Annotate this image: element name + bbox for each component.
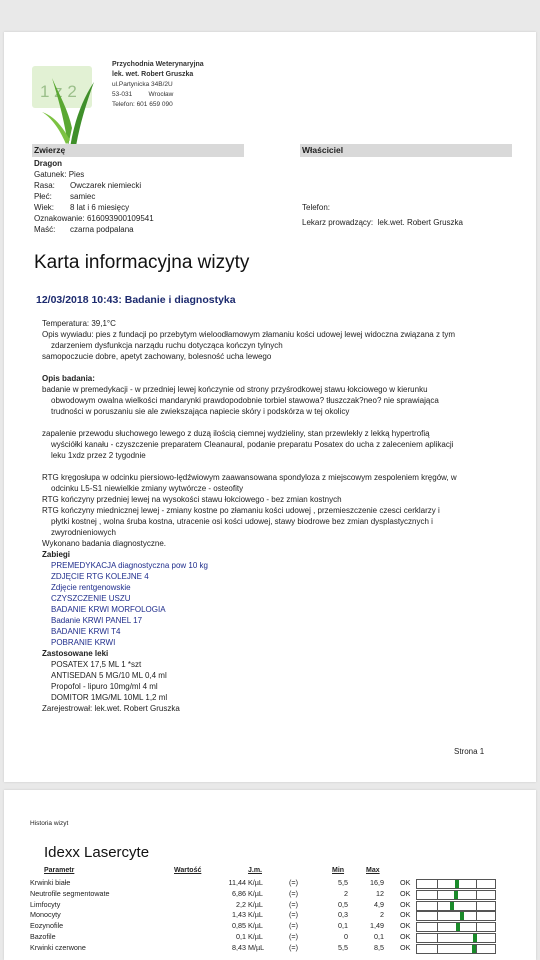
lab-unit: K/µL: [248, 910, 263, 920]
gauge-marker: [454, 891, 458, 899]
col-param: Parametr: [44, 867, 75, 874]
col-value: Wartość: [174, 867, 202, 874]
gauge-normal-range: [437, 902, 477, 910]
gauge-marker: [460, 912, 464, 920]
exam-line: RTG kończyny miednicznej lewej - zmiany kostne po złamaniu kości udowej , przemieszczenie czesci cerklarzy i: [42, 506, 440, 515]
lab-range-gauge: [416, 879, 496, 889]
lab-value: 1,43: [232, 910, 246, 920]
animal-row-species: Gatunek: Pies: [34, 170, 85, 179]
exam-line: obwodowym owalna wielkości mandarynki prawdopodobnie torbiel stawowa? tłuszczak?neo? nie sprawiająca: [51, 396, 439, 405]
exam-header: Opis badania:: [42, 374, 95, 383]
lab-range-gauge: [416, 901, 496, 911]
gauge-marker: [473, 934, 477, 942]
lab-param: Bazofile: [30, 932, 56, 941]
lab-max: 2: [380, 910, 384, 920]
gauge-marker: [455, 880, 459, 888]
lab-param: Krwinki białe: [30, 878, 71, 887]
lab-param: Krwinki czerwone: [30, 942, 86, 952]
exam-line: zwyrodnieniowych: [51, 528, 116, 537]
owner-vet-value: lek.wet. Robert Gruszka: [377, 218, 463, 227]
lab-flag: (=): [289, 878, 298, 887]
gauge-normal-range: [437, 934, 477, 942]
procedure-item: PREMEDYKACJA diagnostyczna pow 10 kg: [51, 561, 208, 570]
gauge-normal-range: [437, 912, 477, 920]
procedure-item: POBRANIE KRWI: [51, 638, 116, 647]
procedure-item: BADANIE KRWI MORFOLOGIA: [51, 605, 166, 614]
clinic-street: ul.Partynicka 34B/2U: [112, 81, 173, 88]
lab-min: 0: [344, 932, 348, 941]
lab-param: Eozynofile: [30, 921, 64, 931]
lab-value: 8,43: [232, 942, 246, 952]
history-line: Opis wywiadu: pies z fundacji po przebytym wieloodłamowym złamaniu kości udowej lewej widoczna związana z tym: [42, 330, 456, 339]
document-page-1: [4, 32, 536, 782]
lab-param: Limfocyty: [30, 899, 61, 909]
lab-range-gauge: [416, 911, 496, 921]
procedure-item: BADANIE KRWI T4: [51, 627, 121, 636]
exam-line: leku 1xdz przez 2 tygodnie: [51, 451, 146, 460]
lab-status: OK: [400, 899, 411, 909]
document-page-2: [4, 790, 536, 960]
animal-row-breed: Rasa: Owczarek niemiecki: [34, 181, 142, 190]
exam-line: badanie w premedykacji - w przedniej lewej kończynie od strony przyśrodkowej stawu łokciowego w kierunku: [42, 385, 428, 394]
exam-line: trudności w poruszaniu sie ale zwiekszająca napiecie skóry i podskórza w tej okolicy: [51, 407, 350, 416]
lab-status: OK: [400, 878, 411, 887]
lab-value: 11,44: [228, 878, 246, 887]
lab-min: 0,5: [338, 899, 348, 909]
gauge-marker: [456, 923, 460, 931]
lab-unit: K/µL: [248, 899, 263, 909]
clinic-logo: [30, 48, 110, 158]
lab-unit: K/µL: [248, 888, 263, 898]
lab-status: OK: [400, 921, 411, 931]
exam-line: RTG kończyny przedniej lewej na wysokości stawu łokciowego - bez zmian kostnych: [42, 495, 342, 504]
animal-details: [34, 169, 154, 235]
lab-value: 0,85: [232, 921, 246, 931]
animal-row-color: Maść: czarna podpalana: [34, 225, 134, 234]
lab-range-gauge: [416, 922, 496, 932]
history-line: samopoczucie dobre, apetyt zachowany, bolesność ucha lewego: [42, 352, 272, 361]
done-line: Wykonano badania diagnostyczne.: [42, 539, 167, 548]
gauge-marker: [450, 902, 454, 910]
procedure-item: ZDJĘCIE RTG KOLEJNE 4: [51, 572, 149, 581]
lab-param: Neutrofile segmentowate: [30, 888, 110, 898]
lab-min: 5,5: [338, 942, 348, 952]
lab-value: 2,2: [236, 899, 246, 909]
lab-min: 5,5: [338, 878, 348, 887]
owner-vet-label: Lekarz prowadzący:: [302, 218, 374, 227]
lab-min: 0,3: [338, 910, 348, 920]
drugs-header: Zastosowane leki: [42, 649, 109, 658]
lab-max: 0,1: [374, 932, 384, 941]
page-title: Karta informacyjna wizyty: [34, 252, 250, 273]
lab-flag: (=): [289, 942, 298, 952]
registered-by: Zarejestrował: lek.wet. Robert Gruszka: [42, 704, 180, 713]
visit-body: [42, 318, 457, 714]
lab-min: 0,1: [338, 921, 348, 931]
lab-max: 16,9: [370, 878, 384, 887]
history-line: zdarzeniem dysfunkcja narządu ruchu dotycząca kończyn tylnych: [51, 341, 283, 350]
procedures-header: Zabiegi: [42, 550, 71, 559]
clinic-doctor: lek. wet. Robert Gruszka: [112, 71, 194, 78]
lab-max: 8,5: [374, 942, 384, 952]
exam-line: odcinku L5-S1 niewielkie zmiany wytwórcze - osteofity: [51, 484, 244, 493]
owner-header: Właściciel: [300, 144, 512, 157]
page-number: Strona 1: [454, 747, 485, 756]
lab-range-gauge: [416, 890, 496, 900]
animal-row-id: Oznakowanie: 616093900109541: [34, 214, 154, 223]
drug-item: DOMITOR 1MG/ML 10ML 1,2 ml: [51, 693, 168, 702]
svg-text:1 z 2: 1 z 2: [40, 82, 77, 101]
clinic-info: [112, 60, 204, 110]
drug-item: POSATEX 17,5 ML 1 *szt: [51, 660, 142, 669]
exam-line: wyściółki kanału - czyszczenie preparatem Cleanaural, podanie preparatu Posatex do ucha z zaleceniem aplikacji: [51, 440, 454, 449]
exam-line: RTG kręgosłupa w odcinku piersiowo-lędźwiowym zaawansowana spondyloza z miejscowym zespoleniem kręgów, w: [42, 473, 457, 482]
owner-vet: [302, 217, 463, 228]
exam-line: płytki kostnej , wolna śruba kostna, utracenie osi kości udowej, stawy biodrowe bez zmian dysplastycznych i: [51, 517, 433, 526]
procedure-item: CZYSZCZENIE USZU: [51, 594, 131, 603]
lab-max: 4,9: [374, 899, 384, 909]
lab-unit: K/µL: [248, 932, 263, 941]
clinic-name: Przychodnia Weterynaryjna: [112, 61, 204, 68]
procedure-item: Badanie KRWI PANEL 17: [51, 616, 143, 625]
lab-status: OK: [400, 910, 411, 920]
col-max: Max: [366, 867, 380, 874]
lab-param: Monocyty: [30, 910, 61, 920]
device-title: Idexx Lasercyte: [44, 844, 150, 861]
lab-max: 1,49: [370, 921, 384, 931]
lab-value: 0,1: [236, 932, 246, 941]
animal-header: Zwierzę: [32, 144, 244, 157]
gauge-normal-range: [437, 945, 477, 953]
gauge-marker: [472, 945, 476, 953]
lab-unit: K/µL: [248, 921, 263, 931]
lab-flag: (=): [289, 921, 298, 931]
history-label: Historia wizyt: [30, 820, 69, 827]
visit-header: 12/03/2018 10:43: Badanie i diagnostyka: [36, 294, 236, 306]
owner-phone-label: Telefon:: [302, 203, 331, 212]
clinic-phone: Telefon: 601 659 090: [112, 101, 173, 108]
lab-status: OK: [400, 888, 411, 898]
clinic-postal: 53-031: [112, 91, 133, 98]
lab-status: OK: [400, 942, 411, 952]
procedure-item: Zdjęcie rentgenowskie: [51, 583, 131, 592]
drug-item: ANTISEDAN 5 MG/10 ML 0,4 ml: [51, 671, 167, 680]
lab-unit: M/µL: [248, 942, 265, 952]
lab-max: 12: [376, 888, 384, 898]
lab-value: 6,86: [232, 888, 246, 898]
exam-line: zapalenie przewodu słuchowego lewego z duzą ilością ciemnej wydzieliny, stan przewlekły z lekką hypertrofią: [42, 429, 430, 438]
drug-item: Propofol - lipuro 10mg/ml 4 ml: [51, 682, 158, 691]
lab-min: 2: [344, 888, 348, 898]
animal-row-age: Wiek: 8 lat i 6 miesięcy: [34, 203, 130, 212]
lab-range-gauge: [416, 933, 496, 943]
col-min: Min: [332, 867, 345, 874]
lab-unit: K/µL: [248, 878, 263, 887]
col-unit: J.m.: [248, 867, 263, 874]
clinic-city: Wrocław: [148, 91, 174, 98]
lab-range-gauge: [416, 944, 496, 954]
lab-flag: (=): [289, 932, 298, 941]
lab-flag: (=): [289, 888, 298, 898]
temperature: Temperatura: 39,1°C: [42, 319, 116, 328]
lab-flag: (=): [289, 910, 298, 920]
animal-name: Dragon: [34, 159, 62, 168]
animal-row-sex: Płeć: samiec: [34, 192, 96, 201]
lab-status: OK: [400, 932, 411, 941]
lab-flag: (=): [289, 899, 298, 909]
